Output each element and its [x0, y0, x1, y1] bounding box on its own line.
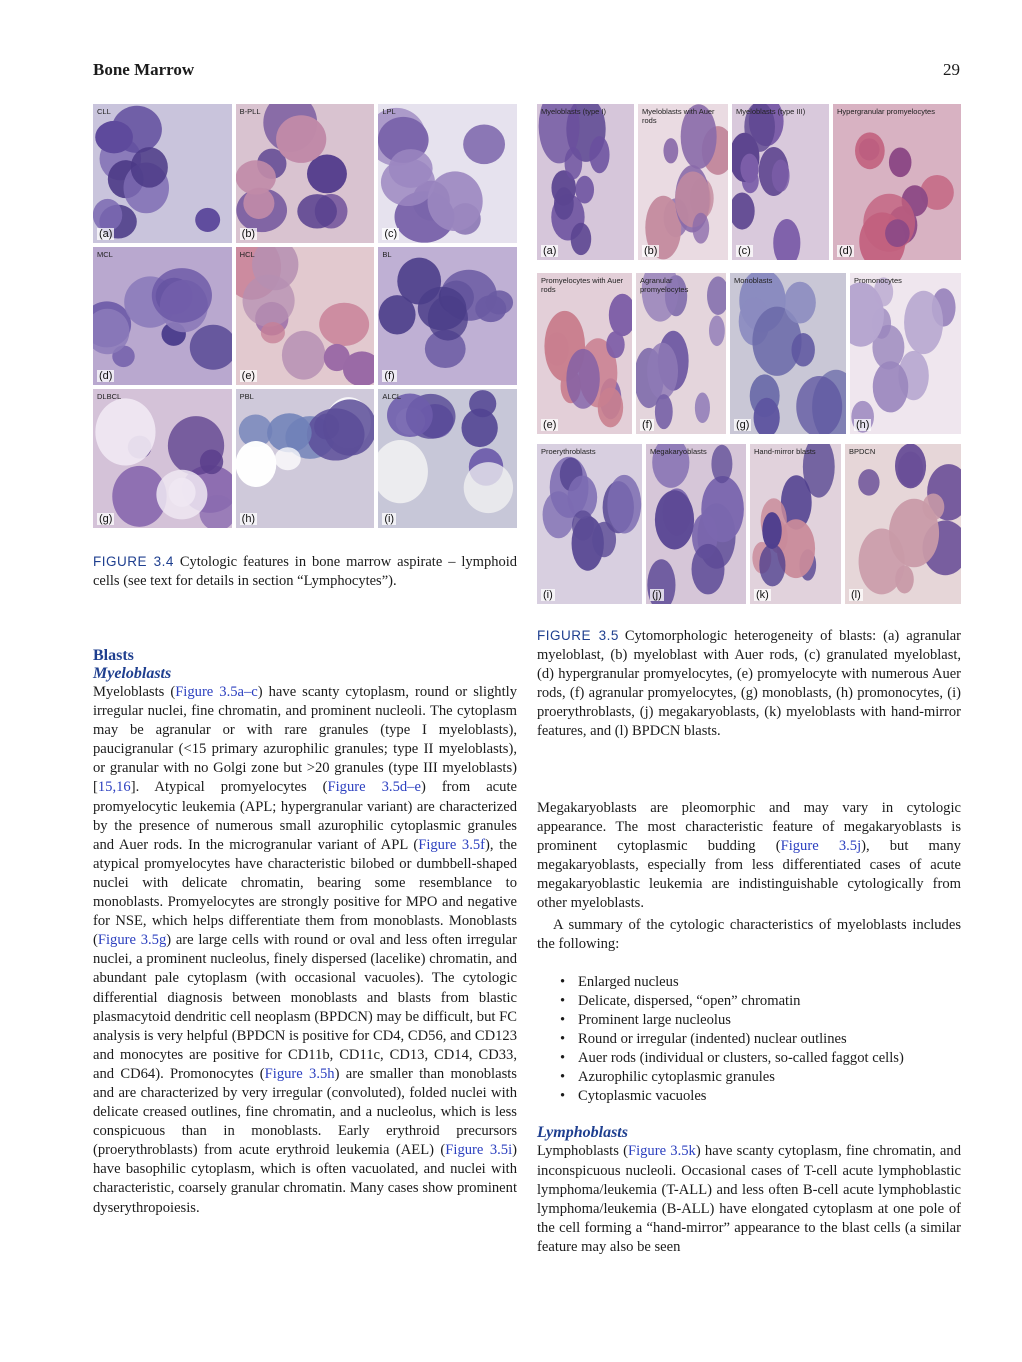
text: Myeloblasts ( [93, 684, 176, 700]
text: ]. Atypical promyelocytes ( [130, 779, 328, 796]
micrograph-panel [537, 273, 632, 434]
cell-shape [589, 136, 609, 173]
panel-tag: PBL [239, 392, 254, 402]
cell-shape [858, 469, 879, 496]
micrograph-panel [732, 104, 829, 260]
panel-letter: (e) [543, 419, 557, 431]
cell-shape [784, 282, 816, 324]
cell-shape [168, 417, 224, 476]
micrograph-panel [750, 444, 841, 604]
cell-illustration [93, 104, 232, 243]
text: Megakaryoblasts are pleomorphic and may vary in cytologic appearance. The most characteristic feature of megakaryoblasts is prominent cytoplasmic budding ( [537, 800, 961, 855]
cell-shape [565, 147, 583, 179]
figure-link[interactable]: Figure 3.5f [418, 836, 486, 853]
figure-link[interactable]: Figure 3.5a–c [175, 684, 258, 700]
cell-shape [469, 390, 496, 417]
cell-shape [418, 286, 467, 330]
cell-illustration [93, 247, 232, 386]
paragraph [537, 1142, 961, 1257]
list-item: • Enlarged nucleus [537, 973, 961, 992]
panel-tag: DLBCL [97, 392, 122, 402]
micrograph-panel [833, 104, 961, 260]
text: ), but many megakaryoblasts, especially from less differentiated cases of acute megakaryoblastic leukemia are indistinguishable cytologically from other myeloblasts. [537, 838, 961, 912]
figure-label: FIGURE 3.5 [537, 628, 619, 643]
panel-tag: Agranular promyelocytes [640, 276, 689, 294]
figure-link[interactable]: Figure 3.5i [445, 1142, 513, 1159]
micrograph-panel [378, 389, 517, 528]
panel-letter: (d) [99, 370, 113, 383]
panel-tag: Hand-mirror blasts [754, 447, 816, 456]
list-item: • Round or irregular (indented) nuclear outlines [537, 1030, 961, 1049]
text: ), the atypical promyelocytes have characteristic bilobed or dumbbell-shaped nuclei with delicate chromatin, bearing some resemblance to monoblasts. Promyelocytes are strongly positive for MPO and negative for NSE, which helps differentiate them from monoblasts. Monoblasts ( [93, 836, 517, 949]
panel-letter: (d) [839, 245, 853, 257]
figure-3-5-caption [537, 626, 961, 741]
cell-shape [762, 512, 781, 549]
cell-shape [607, 475, 641, 534]
cell-shape [276, 115, 326, 163]
cell-illustration [750, 444, 841, 604]
list-item: • Auer rods (individual or clusters, so-called faggot cells) [537, 1049, 961, 1068]
panel-tag: ALCL [382, 392, 402, 402]
panel-letter: (k) [756, 589, 769, 601]
cell-illustration [236, 247, 375, 386]
cell-shape [701, 476, 744, 542]
cell-shape [476, 295, 507, 322]
cell-shape [609, 294, 632, 337]
panel-letter: (h) [241, 513, 256, 525]
micrograph-panel [93, 247, 232, 386]
text: ) have scanty cytoplasm, round or slightly irregular nuclei, fine chromatin, and prominent nucleoli. The cytoplasm may be agranular or with rare granules (type I myeloblasts), paucigranular (<15 primary azurophilic granules; type II myeloblasts), or granular with no Golgi zone but >20 granules (type III myeloblasts) [ [93, 684, 517, 796]
panel-tag: BPDCN [849, 447, 876, 456]
cell-shape [759, 544, 785, 587]
cell-shape [323, 400, 374, 456]
cell-shape [131, 147, 168, 187]
cell-illustration [638, 104, 728, 260]
cell-illustration [646, 444, 746, 604]
cell-shape [889, 148, 912, 178]
text: ) have scanty cytoplasm, fine chromatin, and inconspicuous nucleoli. Occasional cases of T-cell acute lymphoblastic lymphoma/leukemia (T-ALL) and less often B-cell acute lymphoblastic lymphoma/leukemia (B-ALL) have elongated cytoplasm at one pole of the cell forming a “hand-mirror” appearance to the blast cells (a similar feature may also be seen [537, 1143, 961, 1255]
micrograph-panel [378, 104, 517, 243]
cell-shape [695, 392, 710, 423]
subsection-heading: Myeloblasts [93, 665, 172, 682]
panel-letter: (b) [644, 245, 658, 257]
figure-link[interactable]: Figure 3.5k [627, 1143, 696, 1160]
cell-shape [152, 268, 212, 323]
cell-shape [885, 219, 910, 247]
cell-shape [692, 213, 709, 244]
paragraph [537, 799, 961, 954]
panel-letter: (i) [543, 589, 553, 601]
panel-letter: (c) [738, 245, 751, 257]
cell-shape [156, 470, 207, 520]
panel-tag: HCL [239, 249, 255, 259]
cell-illustration [236, 104, 375, 243]
panel-letter: (g) [736, 419, 750, 431]
cell-shape [606, 331, 624, 358]
cell-illustration [732, 104, 829, 260]
cell-illustration [730, 273, 846, 434]
panel-letter: (e) [241, 370, 256, 383]
cell-shape [323, 344, 349, 371]
panel-letter: (f) [642, 419, 653, 431]
cell-illustration [537, 444, 642, 604]
panel-letter: (a) [543, 245, 557, 257]
text: ) from acute promyelocytic leukemia (APL; hypergranular variant) are characterized by the presence of numerous small azurophilic cytoplasmic granules and Auer rods. In the microgranular variant of APL ( [93, 779, 517, 853]
cell-illustration [850, 273, 961, 434]
caption-text: Cytomorphologic heterogeneity of blasts: (a) agranular myeloblast, (b) myeloblast with Auer rods, (c) granulated myeloblast, (d) hypergranular promyelocytes, (e) promyelocyte with numerous Auer rods, (f) agranular promyelocytes, (g) monoblasts, (h) promonocytes, (i) proerythroblasts, (j) megakaryoblasts, (k) myeloblasts with hand-mirror features, and (l) BPDCN blasts. [537, 628, 961, 739]
cell-shape [389, 149, 433, 188]
cell-illustration [537, 273, 632, 434]
cell-shape [464, 462, 513, 513]
cell-shape [571, 223, 592, 255]
citation-link[interactable]: 15,16 [97, 779, 131, 796]
cell-shape [93, 199, 122, 231]
cell-shape [260, 322, 284, 343]
micrograph-panel [236, 104, 375, 243]
panel-tag: Monoblasts [734, 276, 773, 285]
micrograph-panel [845, 444, 961, 604]
summary-intro: A summary of the cytologic characteristics of myeloblasts includes the following: [537, 916, 961, 952]
figure-link[interactable]: Figure 3.5j [780, 838, 862, 855]
panel-tag: Myeloblasts (type I) [541, 107, 607, 116]
right-column [537, 799, 961, 1257]
cell-illustration [93, 389, 232, 528]
text: Lymphoblasts ( [537, 1143, 628, 1160]
cell-shape [566, 349, 599, 409]
panel-tag: Myeloblasts (type III) [736, 107, 806, 116]
caption-text: Cytologic features in bone marrow aspirate – lymphoid cells (see text for details in section “Lymphocytes”). [93, 554, 517, 589]
figure-3-4 [93, 104, 517, 528]
cell-shape [791, 333, 814, 366]
cell-shape [274, 448, 300, 471]
cell-shape [378, 440, 428, 503]
figure-link[interactable]: Figure 3.5d–e [327, 779, 421, 796]
panel-letter: (f) [384, 370, 395, 383]
panel-tag: B-PLL [239, 107, 261, 116]
left-column [93, 647, 517, 1218]
cell-shape [655, 490, 694, 549]
text: ) are large cells with round or oval and less often irregular nuclei, a prominent nucleolus, finely dispersed (lacelike) chromatin, and abundant pale cytoplasm (with occasional vacuoles). The cytologic differential diagnosis between monoblasts and blasts from blastic plasmacytoid dendritic cell neoplasm (BPDCN) may be difficult, but FC analysis is very helpful (BPDCN is positive for CD4, CD56, and CD123 and monocytes are positive for CD11b, CD11c, CD13, CD14, CD33, and CD64). Promonocytes ( [93, 932, 517, 1082]
cell-illustration [378, 247, 517, 386]
panel-tag: Promyelocytes with Auer rods [541, 276, 624, 294]
micrograph-panel [636, 273, 726, 434]
panel-letter: (i) [384, 513, 395, 525]
panel-letter: (a) [99, 227, 113, 240]
list-item: • Prominent large nucleolus [537, 1011, 961, 1030]
cell-shape [647, 343, 678, 400]
section-heading: Blasts [93, 647, 134, 664]
cell-shape [428, 171, 483, 231]
cell-shape [267, 414, 312, 453]
cell-shape [195, 208, 220, 232]
micrograph-panel [378, 247, 517, 386]
figure-link[interactable]: Figure 3.5g [97, 932, 167, 949]
panel-tag: MCL [97, 249, 113, 259]
micrograph-panel [850, 273, 961, 434]
figure-3-5 [537, 104, 961, 604]
micrograph-panel [537, 444, 642, 604]
cell-shape [732, 192, 755, 229]
cell-illustration [236, 389, 375, 528]
micrograph-panel [236, 247, 375, 386]
text: ) have basophilic cytoplasm, which is often vacuolated, and nuclei with characteristic, coarsely granular chromatin. Many cases show prominent dyserythropoiesis. [93, 1142, 517, 1216]
micrograph-panel [93, 104, 232, 243]
cell-shape [709, 316, 725, 347]
cell-shape [463, 125, 505, 165]
paragraph [93, 683, 517, 1218]
panel-tag: CLL [97, 107, 111, 116]
cell-illustration [378, 104, 517, 243]
cell-illustration [845, 444, 961, 604]
cell-illustration [833, 104, 961, 260]
micrograph-panel [638, 104, 728, 260]
cell-shape [297, 194, 337, 228]
cell-shape [95, 121, 133, 153]
list-item: • Cytoplasmic vacuoles [537, 1087, 961, 1106]
cell-shape [236, 160, 276, 194]
cell-shape [772, 160, 790, 192]
cell-shape [740, 154, 758, 183]
cell-shape [898, 452, 923, 487]
cell-shape [655, 394, 673, 429]
figure-label: FIGURE 3.4 [93, 554, 174, 569]
list-item: • Azurophilic cytoplasmic granules [537, 1068, 961, 1087]
cell-shape [711, 445, 732, 483]
micrograph-panel [236, 389, 375, 528]
panel-letter: (c) [384, 227, 398, 240]
cell-shape [95, 399, 155, 466]
cell-shape [572, 510, 594, 540]
cell-illustration [378, 389, 517, 528]
cell-shape [319, 302, 369, 345]
cell-shape [663, 138, 678, 163]
subsection-heading: Lymphoblasts [537, 1124, 628, 1142]
text: ) are smaller than monoblasts and are characterized by very irregular (convoluted), folded nuclei with delicate creased outlines, fine chromatin, and a nucleolus, which is less conspicuous than in monoblasts. Early erythroid precursors (proerythroblasts) from acute erythroid leukemia (AEL) ( [93, 1065, 517, 1159]
panel-letter: (b) [241, 227, 256, 240]
panel-letter: (l) [851, 589, 861, 601]
running-title: Bone Marrow [93, 60, 195, 79]
panel-letter: (h) [856, 419, 870, 431]
panel-tag: Proerythroblasts [541, 447, 596, 456]
cell-shape [773, 219, 800, 260]
panel-letter: (j) [652, 589, 662, 601]
micrograph-panel [93, 389, 232, 528]
cell-shape [904, 291, 943, 354]
micrograph-panel [646, 444, 746, 604]
page-number: 29 [943, 60, 960, 79]
figure-3-4-caption [93, 552, 517, 591]
cell-shape [855, 132, 885, 169]
panel-tag: BL [382, 249, 392, 259]
cell-illustration [636, 273, 726, 434]
cell-shape [307, 154, 347, 193]
cell-shape [889, 499, 939, 567]
figure-link[interactable]: Figure 3.5h [264, 1065, 335, 1082]
panel-letter: (g) [99, 513, 113, 525]
cell-shape [873, 361, 909, 412]
micrograph-panel [537, 104, 634, 260]
panel-tag: Megakaryoblasts [650, 447, 707, 456]
cell-illustration [537, 104, 634, 260]
cell-shape [598, 387, 623, 427]
cell-shape [190, 324, 232, 369]
cell-shape [236, 441, 276, 487]
panel-tag: Promonocytes [854, 276, 902, 285]
panel-tag: Hypergranular promyelocytes [837, 107, 935, 116]
cell-shape [282, 330, 326, 379]
panel-tag: LPL [382, 107, 396, 116]
cell-shape [692, 544, 725, 595]
list-item: • Delicate, dispersed, “open” chromatin [537, 992, 961, 1011]
characteristics-list [537, 973, 961, 1107]
micrograph-panel [730, 273, 846, 434]
panel-tag: Myeloblasts with Auer rods [642, 107, 715, 125]
